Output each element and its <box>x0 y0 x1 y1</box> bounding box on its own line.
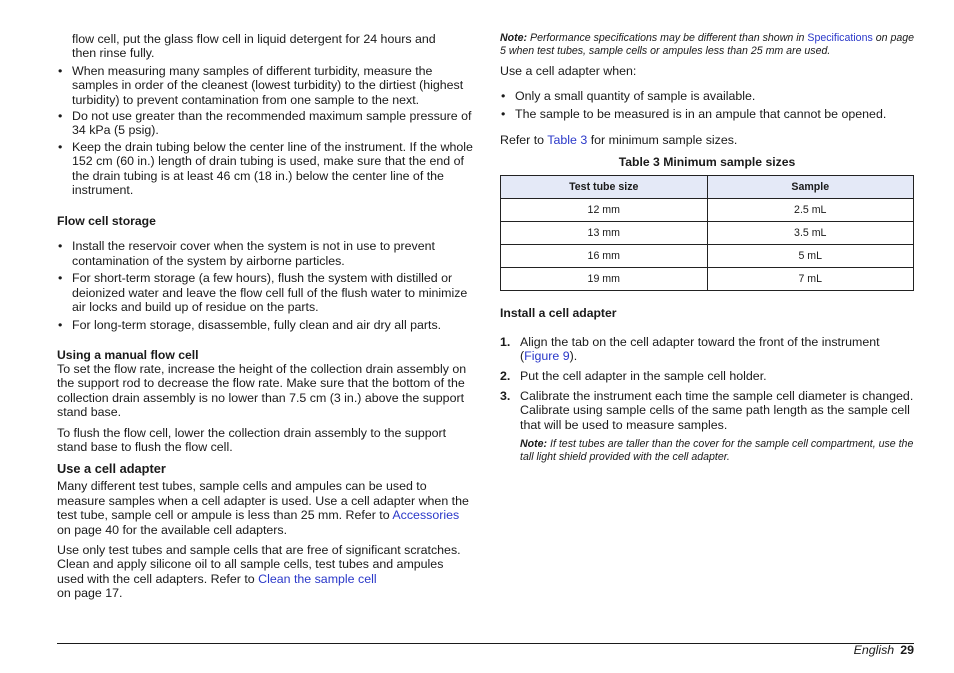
step-item: 2. Put the cell adapter in the sample cell holder. <box>500 369 767 384</box>
table-row <box>501 198 914 221</box>
note-tall-light-shield: Note: If test tubes are taller than the cover for the sample cell compartment, use the tall light shield provided with the cell adapter. <box>520 438 914 464</box>
step-item: 1. Align the tab on the cell adapter toward the front of the instrument (Figure 9). <box>500 334 880 364</box>
list-item: • For short-term storage (a few hours), flush the system with distilled or deionized water and leave the flow cell full of the flush water to minimize air locks and build up of residue on the parts. <box>57 271 473 314</box>
list-item: • The sample to be measured is in an ampule that cannot be opened. <box>500 107 914 121</box>
note-performance: Note: Performance specifications may be different than shown in Specifications on page 5 when test tubes, sample cells or ampules less than 25 mm are used. <box>500 32 915 57</box>
specifications-link[interactable]: Specifications <box>807 32 873 44</box>
table-cell: 3.5 mL <box>707 221 914 244</box>
when-bullet-list <box>500 89 914 121</box>
adapter-paragraph-1: Many different test tubes, sample cells and ampules can be used to measure samples when a cell adapter is used. Use a cell adapter when the test tube, sample cell or ampule is less than 25 mm. Refer to Accessories on page 40 for the available cell adapters. <box>57 479 469 537</box>
table-cell: 13 mm <box>501 221 708 244</box>
when-intro: Use a cell adapter when: <box>500 64 637 78</box>
manual-paragraph-2: To flush the flow cell, lower the collection drain assembly to the support stand base to flush the flow cell. <box>57 425 447 454</box>
table-row <box>501 221 914 244</box>
table-cell: 5 mL <box>707 244 914 267</box>
table-row <box>501 267 914 290</box>
footer-divider <box>57 643 914 644</box>
figure-9-link[interactable]: Figure 9 <box>524 349 570 364</box>
storage-bullet-list <box>57 239 473 331</box>
table-row <box>501 244 914 267</box>
adapter-paragraph-2: Use only test tubes and sample cells that are free of significant scratches. Clean and apply silicone oil to all sample cells, test tubes and ampules used with the cell adapters. Refer to Clean the sample cell on page 17. <box>57 542 461 601</box>
page-number: 29 <box>900 643 914 657</box>
table-caption: Table 3 Minimum sample sizes <box>618 154 796 169</box>
list-item: • For long-term storage, disassemble, fully clean and air dry all parts. <box>57 318 473 332</box>
install-steps-list <box>500 335 914 432</box>
table-3-link[interactable]: Table 3 <box>547 133 588 148</box>
manual-paragraph-1: To set the flow rate, increase the height of the collection drain assembly on the support rod to decrease the flow rate. Make sure that the bottom of the collection drain assembly is no lower than 7.5 cm (3 in.) above the support stand base. <box>57 361 467 420</box>
table-cell: 19 mm <box>501 267 708 290</box>
clean-sample-cell-link[interactable]: Clean the sample cell <box>258 571 377 586</box>
list-item: • When measuring many samples of different turbidity, measure the samples in order of the cleanest (lowest turbidity) to the dirtiest (highest turbidity) to prevent contamination from one sample to the next. <box>57 64 473 107</box>
accessories-link[interactable]: Accessories <box>392 508 460 523</box>
table-cell: 12 mm <box>501 198 708 221</box>
page-footer <box>854 643 914 657</box>
table-cell: 7 mL <box>707 267 914 290</box>
section-heading-install-cell-adapter: Install a cell adapter <box>500 305 617 320</box>
table-cell: 16 mm <box>501 244 708 267</box>
column-header: Sample <box>707 175 914 198</box>
column-header: Test tube size <box>501 175 708 198</box>
table-cell: 2.5 mL <box>707 198 914 221</box>
right-column <box>500 32 914 464</box>
list-item: • Keep the drain tubing below the center line of the instrument. If the whole 152 cm (60 in.) length of drain tubing is used, make sure that the end of the drain tubing is at least 46 cm (18 in.) below the center line of the instrument. <box>57 140 473 198</box>
table-header-row <box>501 175 914 198</box>
minimum-sample-sizes-table <box>500 175 914 291</box>
list-item: • Do not use greater than the recommended maximum sample pressure of 34 kPa (5 psig). <box>57 109 473 138</box>
section-heading-use-cell-adapter: Use a cell adapter <box>57 461 166 477</box>
section-heading-flow-cell-storage: Flow cell storage <box>57 214 156 229</box>
refer-table-text: Refer to Table 3 for minimum sample sizes. <box>500 133 738 148</box>
left-column <box>57 32 473 601</box>
continued-text: flow cell, put the glass flow cell in liquid detergent for 24 hours and then rinse fully. <box>72 32 436 61</box>
step-item: 3. Calibrate the instrument each time the sample cell diameter is changed. Calibrate using sample cells of the same path length as the sample cell that will be used to measure samples. <box>500 388 914 432</box>
list-item: • Install the reservoir cover when the system is not in use to prevent contamination of the system by airborne particles. <box>57 239 473 268</box>
section-heading-manual-flow-cell: Using a manual flow cell <box>57 347 199 362</box>
handling-bullet-list <box>57 64 473 198</box>
footer-language: English <box>853 643 895 657</box>
list-item: • Only a small quantity of sample is available. <box>500 89 914 103</box>
